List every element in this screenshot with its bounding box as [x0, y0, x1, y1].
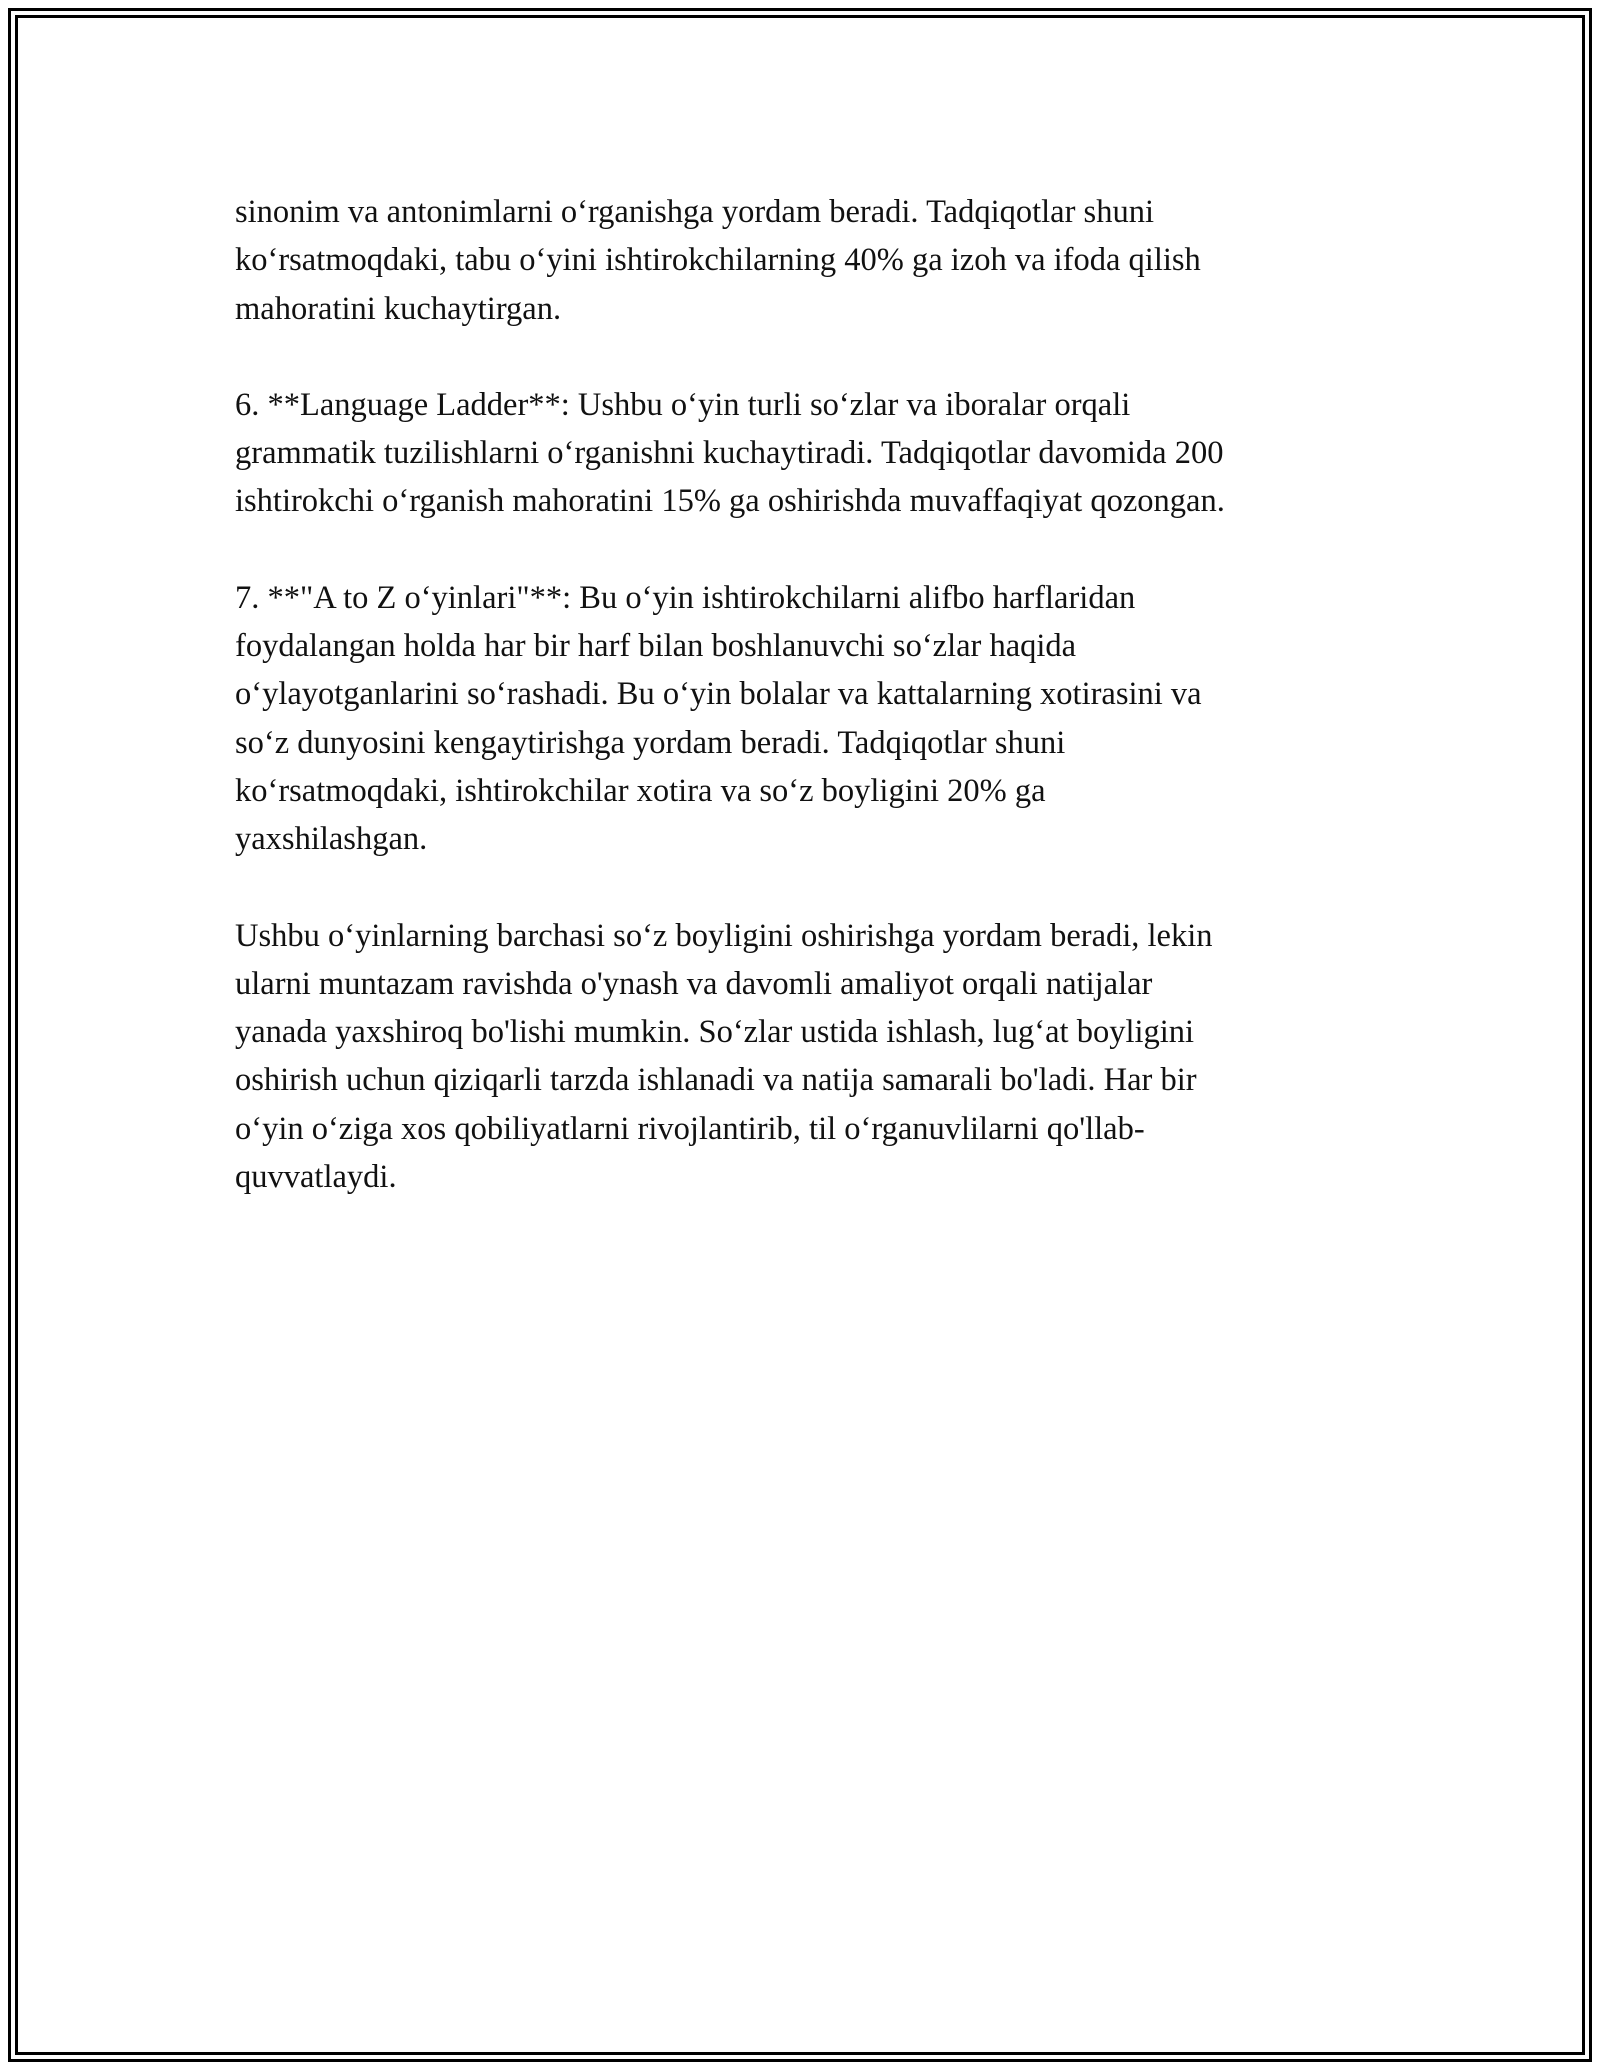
paragraph-a-to-z-games: 7. **"A to Z o‘yinlari"**: Bu o‘yin ishtirokchilarni alifbo harflaridan foydalangan holda har bir harf bilan boshlanuvchi so‘zlar haqida o‘ylayotganlarini so‘rashadi. Bu o‘yin bolalar va kattalarning xotirasini va so‘z dunyosini kengaytirishga yordam beradi. Tadqiqotlar shuni ko‘rsatmoqdaki, ishtirokchilar xotira va so‘z boyligini 20% ga yaxshilashgan. — [235, 579, 1202, 858]
paragraph-conclusion: Ushbu o‘yinlarning barchasi so‘z boyligini oshirishga yordam beradi, lekin ularni muntazam ravishda o'ynash va davomli amaliyot orqali natijalar yanada yaxshiroq bo'lishi mumkin. So‘zlar ustida ishlash, lug‘at boyligini oshirish uchun qiziqarli tarzda ishlanadi va natija samarali bo'ladi. Har bir o‘yin o‘ziga xos qobiliyatlarni rivojlantirib, til o‘rganuvlilarni qo'llab- quvvatlaydi. — [235, 917, 1213, 1196]
paragraph-language-ladder: 6. **Language Ladder**: Ushbu o‘yin turli so‘zlar va iboralar orqali grammatik tuzilishlarni o‘rganishni kuchaytiradi. Tadqiqotlar davomida 200 ishtirokchi o‘rganish mahoratini 15% ga oshirishda muvaffaqiyat qozongan. — [235, 386, 1225, 520]
paragraph-tabu-results: sinonim va antonimlarni o‘rganishga yordam beradi. Tadqiqotlar shuni ko‘rsatmoqdaki, tabu o‘yini ishtirokchilarning 40% ga izoh va ifoda qilish mahoratini kuchaytirgan. — [235, 194, 1201, 327]
document-body — [235, 188, 1375, 1249]
